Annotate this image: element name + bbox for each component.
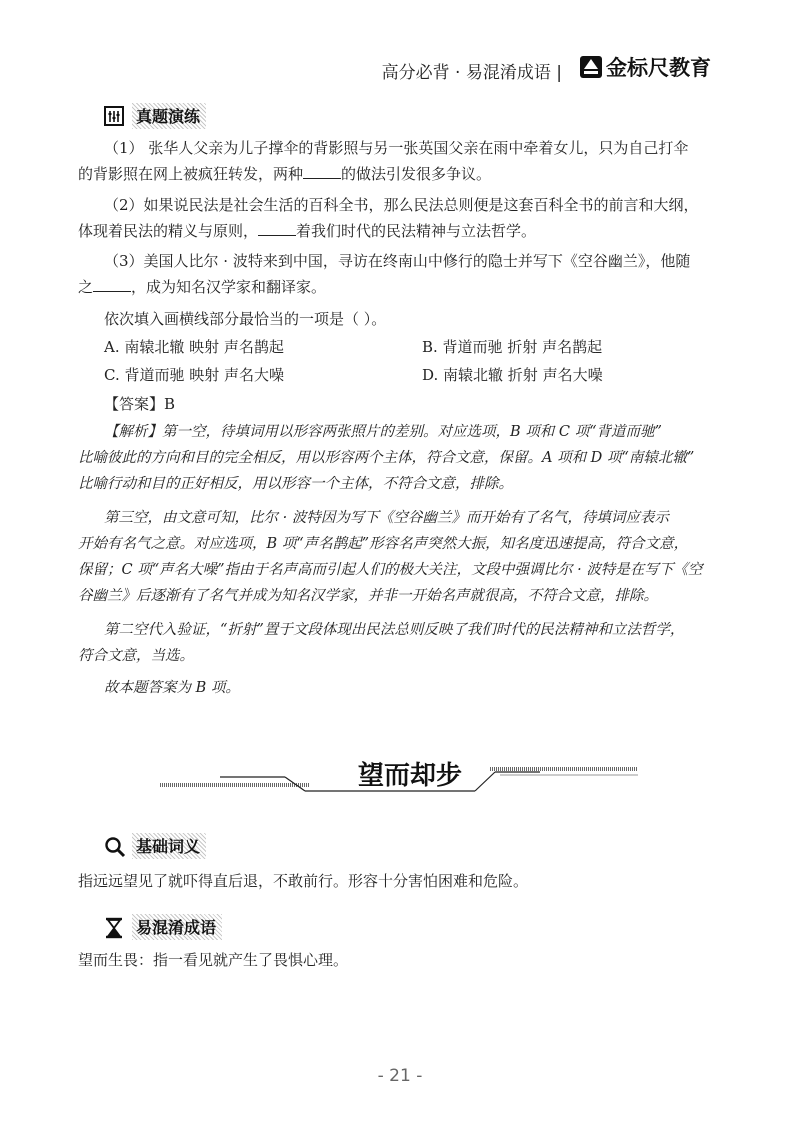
- option-a: A. 南辕北辙 映射 声名鹊起: [104, 338, 284, 356]
- question-2-line-1: （2）如果说民法是社会生活的百科全书，那么民法总则便是这套百科全书的前言和大纲，: [104, 196, 699, 214]
- question-3-text-a: 之: [78, 278, 94, 296]
- question-1-text-b: 的做法引发很多争议。: [341, 165, 492, 183]
- exercise-section-label: 真题演练: [132, 103, 206, 129]
- analysis-line-7: 谷幽兰》后逐渐有了名气并成为知名汉学家，并非一开始名声就很高，不符合文意，排除。: [78, 588, 658, 604]
- basic-meaning-label: 基础词义: [132, 833, 206, 859]
- idiom-title: 望而却步: [357, 761, 462, 791]
- magnifier-icon: [104, 836, 124, 856]
- question-stem: 依次填入画横线部分最恰当的一项是（ ）。: [104, 310, 387, 328]
- question-3-line-2: [78, 274, 326, 300]
- analysis-line-10: 故本题答案为 B 项。: [104, 680, 240, 696]
- basic-meaning-section-title: [104, 833, 206, 859]
- hourglass-icon: [104, 917, 124, 937]
- option-d: D. 南辕北辙 折射 声名大噪: [422, 366, 603, 384]
- question-2-line-2: [78, 218, 536, 244]
- brand-logo-icon: [580, 56, 602, 78]
- equalizer-icon: [104, 106, 124, 126]
- option-b: B. 背道而驰 折射 声名鹊起: [422, 338, 603, 356]
- confusable-idiom-section-title: [104, 914, 222, 940]
- analysis-line-8: 第二空代入验证，“折射”置于文段体现出民法总则反映了我们时代的民法精神和立法哲学，: [104, 622, 685, 638]
- analysis-line-9: 符合文意，当选。: [78, 648, 194, 664]
- analysis-line-5: 开始有名气之意。对应选项，B 项“声名鹊起”形容名声突然大振，知名度迅速提高，符合文意，: [78, 536, 689, 552]
- question-1-line-2: [78, 161, 491, 187]
- option-c: C. 背道而驰 映射 声名大噪: [104, 366, 285, 384]
- question-1-text-a: 的背影照在网上被疯狂转发，两种: [78, 165, 304, 183]
- confusable-idiom-text: 望而生畏：指一看见就产生了畏惧心理。: [78, 951, 349, 969]
- blank-1: [303, 164, 341, 179]
- analysis-line-6: 保留；C 项“声名大噪”指由于名声高而引起人们的极大关注，文段中强调比尔 · 波特是在写下《空: [78, 562, 703, 578]
- question-2-text-b: 着我们时代的民法精神与立法哲学。: [296, 222, 537, 240]
- exercise-section-title: [104, 103, 206, 129]
- blank-3: [93, 277, 131, 292]
- question-2-text-a: 体现着民法的精义与原则，: [78, 222, 259, 240]
- question-3-line-1: （3）美国人比尔 · 波特来到中国，寻访在终南山中修行的隐士并写下《空谷幽兰》，他随: [104, 252, 691, 270]
- basic-meaning-text: 指远远望见了就吓得直后退，不敢前行。形容十分害怕困难和危险。: [78, 872, 529, 890]
- page-number: - 21 -: [377, 1066, 423, 1086]
- answer: 【答案】B: [104, 395, 176, 413]
- header-title: 高分必背 · 易混淆成语 |: [381, 63, 562, 83]
- analysis-line-3: 比喻行动和目的正好相反，用以形容一个主体，不符合文意，排除。: [78, 476, 513, 492]
- brand-logo: [580, 54, 711, 80]
- analysis-line-1: 【解析】第一空，待填词用以形容两张照片的差别。对应选项，B 项和 C 项“背道而驰”: [104, 424, 662, 440]
- blank-2: [258, 221, 296, 236]
- idiom-divider: [150, 750, 650, 800]
- analysis-line-2: 比喻彼此的方向和目的完全相反，用以形容两个主体，符合文意，保留。A 项和 D 项“南辕北辙”: [78, 450, 695, 466]
- question-1-line-1: （1） 张华人父亲为儿子撑伞的背影照与另一张英国父亲在雨中牵着女儿，只为自己打伞: [104, 139, 689, 157]
- analysis-line-4: 第三空，由文意可知，比尔 · 波特因为写下《空谷幽兰》而开始有了名气，待填词应表示: [104, 510, 669, 526]
- brand-name: 金标尺教育: [606, 56, 711, 80]
- question-3-text-b: ，成为知名汉学家和翻译家。: [131, 278, 327, 296]
- confusable-idiom-label: 易混淆成语: [132, 914, 222, 940]
